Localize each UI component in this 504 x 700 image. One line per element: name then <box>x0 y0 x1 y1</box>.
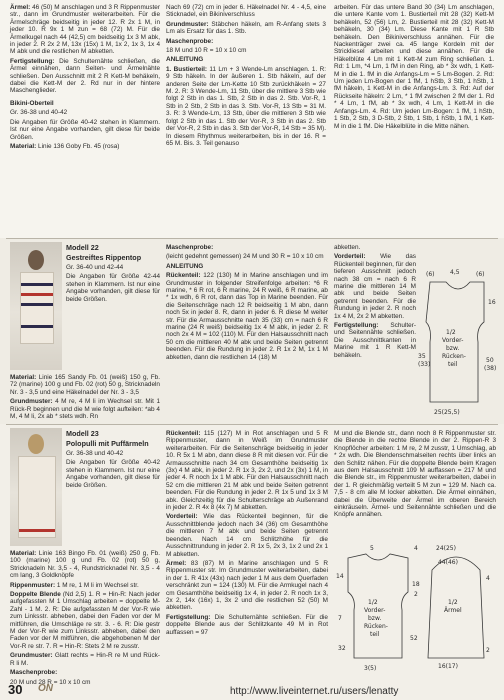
para-lead: Grundmuster: <box>166 20 209 28</box>
para-lead: Rückenteil: <box>166 272 201 280</box>
para-lead: Ärmel: <box>10 4 31 11</box>
model23-photo <box>10 428 62 546</box>
dim-label: 3(5) <box>364 665 377 672</box>
model23-right-column <box>334 430 496 538</box>
model23-schematic <box>334 540 498 678</box>
dim-label: 7 <box>338 615 342 622</box>
polo-sweater <box>18 456 56 538</box>
para-text: 18 M und 10 R = 10 x 10 cm <box>166 47 247 55</box>
stripe <box>21 325 53 328</box>
dim-label: (6) <box>476 271 485 278</box>
page-number: 30 <box>8 682 23 697</box>
dim-label: 16 <box>488 299 496 306</box>
para-text: Wie das Rückenteil beginnen, für die Ausschnittblende jedoch nach 34 (36) cm Gesamthöhe die mittleren 7 M abk und beide Seiten getrennt beenden. Nach 14 cm Schlitzhöhe für die Ausschnittrundung in jeder 2. R 1x 5, 2x 3, 1x 2 und 2x 1 M abketten. <box>166 513 328 558</box>
stripe <box>21 283 53 286</box>
dim-label: 25(25,5) <box>434 409 460 416</box>
panel-label: teil <box>448 361 458 368</box>
source-url: http://www.liveinternet.ru/users/lenatty <box>230 686 399 697</box>
sizes-text: Gr. 36-38 und 40-42 <box>10 109 68 117</box>
panel-label: bzw. <box>368 615 382 622</box>
para-text: 20 M und 28 R = 10 x 10 cm <box>10 678 91 686</box>
dim-label: 24(25) <box>436 545 456 552</box>
info-text: Die Angaben für Größe 42-44 stehen in Klammern. Ist nur eine Angabe vorhanden, gilt diese für beide Größen. <box>66 273 160 303</box>
stripe <box>21 303 53 306</box>
para-text: Linie 136 Goby Fb. 45 (rosa) <box>36 142 120 150</box>
dim-label: 2 <box>486 647 490 654</box>
model22-middle-column <box>166 244 328 422</box>
model-number: Modell 22 <box>66 243 99 252</box>
dim-label: 14 <box>336 573 344 580</box>
panel-label: Rücken- <box>364 623 388 630</box>
model22-header <box>66 244 160 372</box>
para-lead: 1. Bustierteil: <box>166 65 208 73</box>
panel-label: 1/2 <box>368 599 378 606</box>
model22-photo <box>10 242 62 370</box>
magazine-logo: ON <box>38 683 53 694</box>
stripe <box>21 293 53 296</box>
para-text: 115 (127) M in Rot anschlagen und 5 R Rippenmuster, dann in Weiß im Grundmuster weiterarbeiten. Für die Seitenschräge beidseitig in jeder 10. R 5x 1 M abn, dann diese 8 R mit diesen vor. Für die Armausschnitte nach 34 cm Gesamthöhe beidseitig 1x (3x) 4 M abk, in jeder 2. R 1x 3, 2x 2, und 2x (3x) 1 M, in jeder 4. R noch 1x 1 M abk. Für den Halsausschnitt nach 52 cm die mittleren 21 M abk und beide Seiten getrennt beenden. Für die Rundung in jeder 2. R 1x 5 und 1x 3 M abk. Gleichzeitig für die Schulterschräge ab Außenrand in jeder 2. R 4x 8 (4x 7) M abketten. <box>166 430 328 512</box>
model22-schematic <box>418 262 498 422</box>
top-left-column <box>10 4 160 234</box>
para-text: 46 (50) M anschlagen und 3 R Rippenmuster str., dann im Grundmuster weiterarbeiten. Für die Ärmelschräge beidseitig in jeder 12. R 2x 1 M, in jeder 10. R 9x 1 M zun = 68 (72) M. Für die Ärmelkugel nach 44 (42,5) cm beidseitig 1x 3 M abk, in jeder 2. R 2x 2 M, 13x (15x) 1 M, 1x 2, 1x 3, 1x 4 M abk und die restlichen M abketten. <box>10 4 160 56</box>
divider-line <box>6 238 498 239</box>
para-lead: Rückenteil: <box>166 430 201 437</box>
model-head <box>28 250 44 270</box>
dim-label: 50 <box>486 357 494 364</box>
model23-middle-column <box>166 430 328 678</box>
para-text: (leicht gedehnt gemessen) 24 M und 30 R = 10 x 10 cm <box>166 253 324 261</box>
para-text: 1 M re, 1 M li im Wechsel str. <box>55 581 139 589</box>
para-text: (Nd 2,5) 1. R = Hin-R: Nach jeder aufgefassten M 1 Umschlag arbeiten = doppelte M-Zahl - 1 M. 2. R: Die aufgefassten M der Vor-R wie zum Linksstr. abheben, dabei den Faden vor der M mitführen, die Umschläge re str. 3. - 6. R: Die gestr M der Vor-R wie zum Linksstr. abheben, dabei den Faden vor der M mitführen, die abgehobenen M der Vor-R re str. 7. R = Hin-R: Stets 2 M re zusstr. <box>10 591 161 650</box>
panel-label: Rücken- <box>442 353 466 360</box>
para-lead: Rippenmuster: <box>10 581 56 589</box>
para-lead: Grundmuster: <box>10 652 53 660</box>
model23-material <box>10 550 161 686</box>
dim-label: 5 <box>370 545 374 552</box>
dim-label: 35 <box>418 353 426 360</box>
para-text: 122 (130) M in Marine anschlagen und im Grundmuster in folgender Streifenfolge arbeiten: *6 R marine, * 6 R rot, 6 R marine, 24 R weiß, 6 R marine, ab * 1x wdh, 6 R rot, dann das Top in Marine beenden. Für die Seitenschräge nach 12 R beidseitig 1 M abn, dann noch 5x in jeder 8. R, dann in jeder 6. R diese M weiter str. Für die Armausschnitte nach 35 (33) cm = nach 6 R marine (24 R weiß) beidseitig 1x 4 M abk, in jeder 2. R noch 2x 4 M = 102 (110) M. Für den Halsausschnitt nach 50 cm die mittleren 40 M abk und beide Seiten getrennt beenden. Für die Rundung in jeder 2. R 1x 2 M, 1x 1 M abketten, dann die restlichen 14 (18) M <box>166 272 328 361</box>
para-text: 83 (87) M in Marine anschlagen und 5 R Rippenmuster str. Im Grundmuster weiterarbeiten, dabei in der 1. R 41x (43x) nach jeder 1 M aus dem Querfaden verschränkt zun = 124 (130) M. Für die Armkugel nach 4 cm Gesamthöhe beidseitig 1x 4, in jeder 2. R noch 1x 3, 2x 2, 14x (16x) 1, 3x 2 und die restlichen 52 (50) M abketten. <box>166 559 328 612</box>
panel-label: bzw. <box>446 345 460 352</box>
dim-label: 16(17) <box>438 663 458 670</box>
model-number: Modell 23 <box>66 429 99 438</box>
para-text: 11 Lm + 3 Wende-Lm anschlagen. 1. R: 9 Stb häkeln. In der äußeren 1. Stb häkeln, auf der anderen Seite der Lm-Kette 10 Stb zurückhäkeln = 27 M. 2. R: 3 Wende-Lm, 11 Stb, über die mittlere 3 Stb wie folgt 2 Stb in das 1. Stb, 2 Stb in das 2. Stb. Vor-R, 1 Stb in 2 Stb, 2 Stb in das 3. Stb. Vor-R, 13 Stb = 31 M. 3. R: 3 Wende-Lm, 13 Stb, über die mittleren 3 Stb wie folgt 2 Stb in das 1. Stb der Vor-R, 3 Stb in das 2. Stb der Vor-R, 2 Stb in das 3. Stb der Vor-R, 14 Stb = 35 M). In diesem Rhythmus weiterarbeiten, bis in der 16. R = 65 M. Bis. 3. Teil genauso <box>166 65 326 147</box>
para-text: Glatt rechts = Hin-R re M und Rück-R li M. <box>10 652 160 667</box>
sizes-text: Gr. 36-40 und 42-44 <box>66 264 124 271</box>
para-text: Wie das Rückenteil beginnen, für den tieferen Ausschnitt jedoch nach 38 cm = nach 6 R marine die mittleren 14 M abk und beide Seiten getrennt beenden. Für die Rundung in jeder 2. R noch 1x 4 M, 2x 2 M abketten. <box>334 253 416 320</box>
para-lead: Vorderteil: <box>334 253 366 261</box>
heading-maschenprobe: Maschenprobe: <box>166 244 214 251</box>
para-lead: Fertigstellung: <box>166 613 211 621</box>
para-lead: Fertigstellung: <box>10 57 55 65</box>
dim-label: 32 <box>338 645 346 652</box>
para-text: arbeiten. Für das untere Band 30 (34) Lm anschlagen, die untere Kante vom 1. Bustierteil mit 28 (32) Kett-M behäkeln, 52 (56) Lm, 2. Bustierteil mit 28 (32) Kett-M behäkeln, 30 (34) Lm. Diese Kante mit 1 R Stb behäkeln. Den Bikiniverschluss annähen. Für die Nackenträger zwei ca. 45 lange Kordeln mit der Strickliesel arbeiten und diese annähen. Für die Häkelblüte 4 Lm mit 1 Kett-M zum Ring schließen. 1. Rd: 1 Lm, *4 Lm, 1 fM in den Ring, ab * 3x wdh, 1 Kett-M in die 1. fM in die Anfangs-Lm = 5 Lm-Bogen. 2. Rd: Um jeden Lm-Bogen der 1 fM, 1 hStb, 3 Stb, 1 hStb, 1 fM häkeln, 1 Kett-M in die Anfangs-Lm. 3. Rd: Auf der Rückseite häkeln: 2 Lm, * 1 fM zwischen 2 fM der 1. Rd * 4 Lm, 1 fM, ab * 3x wdh, 4 Lm, 1 Kett-M in die Anfangs-Lm. 4. Rd: Um jeden Lm-Bogen: 1 fM, 1 hStb, 1 Stb, 2 Stb, 3 D-Stb, 2 Stb, 1 Stb, 1 hStb, 1 fM, 1 Kett-M in die 1 fM. Die Häkelblüte in die Mitte nähen. <box>334 4 494 130</box>
dim-label: 4,5 <box>450 269 460 276</box>
dim-label: (6) <box>426 271 435 278</box>
dim-label: (33) <box>418 361 431 368</box>
heading-anleitung: ANLEITUNG <box>166 56 204 64</box>
dim-label: 2 <box>414 591 418 598</box>
model-title: Polopulli mit Puffärmeln <box>66 439 149 448</box>
top-right-column <box>334 4 494 234</box>
model22-material <box>10 374 160 422</box>
heading-maschenprobe: Maschenprobe: <box>166 37 214 45</box>
para-lead: Material: <box>10 374 37 381</box>
info-text: Die Angaben für Größe 40-42 stehen in Klammern. Ist nur eine Angabe vorhanden, gilt diese für beide Größen. <box>10 118 160 141</box>
heading-maschenprobe: Maschenprobe: <box>10 669 58 677</box>
dim-label: 44(46) <box>438 559 458 566</box>
para-text: Linie 163 Bingo Fb. 01 (weiß) 250 g, Fb. 100 (marine) 100 g und Fb. 02 (rot) 50 g, Stricknadeln Nr. 3,5 - 4, Rundstricknadel Nr. 3,5 - 4 cm lang, 3 Goldknöpfe <box>10 550 160 580</box>
dim-label: 18 <box>412 581 420 588</box>
para-text: Schulter- und Seitennähte schließen. Die Ausschnittkanten in Marine mit 1 R Kett-M behäkeln. <box>334 322 416 359</box>
model22-right-column <box>334 244 416 422</box>
para-lead: Ärmel: <box>166 559 187 567</box>
para-text: Die Schulternähte schließen. Für die doppelte Blende aus der Schlitzkante 49 M in Rot auffassen = 97 <box>166 613 328 636</box>
panel-label: Vorder- <box>442 337 464 344</box>
heading-anleitung: ANLEITUNG <box>166 262 204 270</box>
para-text: 4 M re, 4 M li im Wechsel str. Mit 1 Rück-R beginnen und die M wie folgt aufteilen: *ab 4 M, 4 M li, 2x ab * stets wdh. Rn <box>10 398 160 421</box>
divider-line <box>6 424 498 425</box>
dim-label: 4 <box>486 575 490 582</box>
striped-top <box>20 272 54 344</box>
para-text: M und die Blende str., dann noch 8 R Rippenmuster str. die Blende in die rechte Blende in der 2. Rippen-R 3 Knopflöcher arbeiten: 1 M re, 2 M zusstr, 1 Umschlag, ab * 2x wdh. Die Blendenschmalseiten rechts über links an den Schlitz nähen. Für die doppelte Blende beim Kragen aus dem Halsausschnitt 109 M auffassen = 217 M und die Blende str., im Rippenmuster weiterarbeiten, dabei in der 1. R gleichmäßig verteilt 5 M zun = 129 M. Nach ca. 7,5 - 8 cm alle M locker abketten. Die Ärmel einnähen, dabei die Überweite der Ärmel im oberen Bereich einkräuseln. Ärmel- und Seitennähte schließen und die Knöpfe annähen. <box>334 430 496 519</box>
dim-label: 4 <box>414 545 418 552</box>
para-text: abketten. <box>334 244 361 251</box>
model-head <box>28 434 44 454</box>
model-title: Gestreiftes Rippentop <box>66 253 142 262</box>
top-middle-column <box>166 4 326 234</box>
dim-label: (38) <box>484 365 497 372</box>
para-text: Stäbchen häkeln, am R-Anfang stets 3 Lm als Ersatz für das 1. Stb. <box>166 20 326 36</box>
para-text: Die Schulternähte schließen, die Ärmel einnähen, dann Seiten- und Ärmelnähte schließen. Den Ausschnitt mit 2 R Kett-M behäkeln, dabei die Kett-M der 2. Rd nur in der hintere Maschenglieder. <box>10 57 160 95</box>
panel-label: teil <box>370 631 380 638</box>
para-lead: Material: <box>10 550 37 557</box>
panel-label: Ärmel <box>444 607 462 614</box>
body-outline <box>348 554 408 658</box>
para-lead: Fertigstellung: <box>334 322 379 330</box>
para-lead: Grundmuster: <box>10 398 53 406</box>
panel-label: 1/2 <box>446 329 456 336</box>
stripe <box>19 529 55 532</box>
para-text: Nach 69 (72) cm in jeder 6. Häkelnadel Nr. 4 - 4,5, eine Sticknadel, ein Bikiniverschluss <box>166 4 326 19</box>
sizes-text: Gr. 36-38 und 40-42 <box>66 450 124 457</box>
panel-label: 1/2 <box>448 599 458 606</box>
panel-label: Vorder- <box>364 607 386 614</box>
para-lead: Doppelte Blende <box>10 591 61 599</box>
dim-label: 52 <box>410 635 418 642</box>
section-heading-bikini: Bikini-Oberteil <box>10 99 54 107</box>
para-lead: Material: <box>10 142 37 150</box>
para-lead: Vorderteil: <box>166 513 198 521</box>
info-text: Die Angaben für Größe 40-42 stehen in Klammern. Ist nur eine Angabe vorhanden, gilt diese für beide Größen. <box>66 459 160 489</box>
model23-header <box>66 430 160 548</box>
para-text: Linie 165 Sandy Fb. 01 (weiß) 150 g, Fb. 72 (marine) 100 g und Fb. 02 (rot) 50 g, Stricknadeln Nr. 3 - 3,5 und eine Häkelnadel der Nr. 3 - 3,5 <box>10 374 160 396</box>
